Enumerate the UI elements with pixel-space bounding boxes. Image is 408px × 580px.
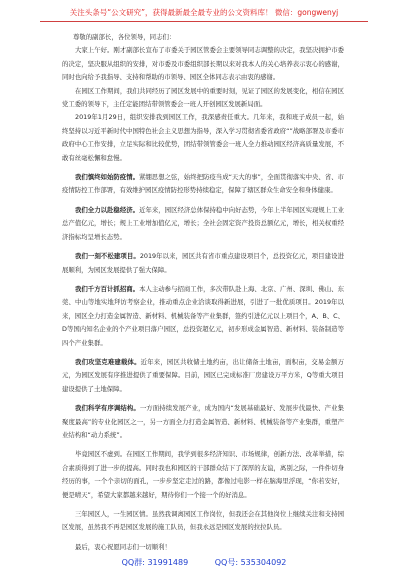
- section-lead: 我们科学有序调结构。: [75, 404, 140, 413]
- section-lead: 我们慎终如始防疫情。: [75, 173, 139, 182]
- section-paragraph: [62, 356, 344, 396]
- section-lead: 我们攻坚克难建载体。: [75, 357, 141, 366]
- reflection-paragraph: 毕竟园区不虚到。在园区工作期间，我学到很多经济知识、市场规律，创新方法、改革举措，综合素质得到了进一步的提高。同时我也和园区的干部群众结下了深厚的友谊，离别之际，一件件切身经历的事，一个个亲切的面孔，一步步坚定走过的路，都像过电影一样在脑海里浮现，“你若安好，便是晴天”，希望大家都越来越好，期待你们一个接一个的好消息。: [62, 450, 344, 499]
- section-paragraph: [62, 171, 344, 198]
- section-paragraph: [62, 402, 344, 442]
- speech-body: [62, 31, 344, 554]
- section-text: 本人主动参与招商工作，多次带队赴上海、北京、广州、深圳、佛山、东莞、中山等地实地拜访考察企业，推动重点企业洽谈取得新进展，引进了一批优质项目。2019年以来，园区全力打造金属智造、新材料、机械装备等产业集群，签约引进亿元以上项目个，A、B、C、D等国内知名企业的个产业项目落户园区，总投资超亿元，初步形成金属智造、新材料、装备制造等四个产业集群。: [62, 284, 345, 347]
- contact-footer: [0, 556, 408, 570]
- closing-line: 最后，衷心祝愿同志们一切顺利！: [75, 542, 171, 551]
- qq-account-number: QQ号: 535304092: [214, 558, 287, 567]
- section-text: 紧绷思想之弦，始终把防疫当成“天大的事”，全面贯彻落实中央、省、市疫情防控工作部署，有效维护园区疫情防控形势持续稳定，保障了辖区群众生命安全和身体健康。: [62, 173, 345, 195]
- header-banner: 关注头条号“公文研究”，获得最新最全最专业的公文资料库！ 微信：gongwenyj: [40, 7, 368, 22]
- reflection-paragraph: 三年园区人，一生园区情。虽然我调离园区工作岗位，但我还会在其他岗位上继续关注和支持园区发展，虽然我不再是园区发展的施工队员，但我永远是园区发展的拉拉队员。: [62, 510, 344, 532]
- section-text: 近年来，园区共收储土地约亩，出让储备土地亩，面积亩，交易金额万元，为园区发展有序推进提供了重要保障。目前，园区已完成标准厂房建设万平方米，Q等重大项目建设提供了土地保障。: [62, 357, 345, 393]
- intro-paragraph: 大家上午好。刚才副部长宣布了市委关于园区管委会主要领导同志调整的决定，我坚决拥护市委的决定，坚决服从组织的安排，对市委及市委组织部长期以来对我本人的关心培养表示衷心的感谢，同时也向给予我指导、支持和帮助的市领导、园区全体同志表示由衷的感谢。: [62, 46, 344, 82]
- intro-paragraph: 2019年1月29日，组织安排我到园区工作，我深感责任重大。几年来，我和班子成员一起，始终坚持以习近平新时代中国特色社会主义思想为指导，深入学习贯彻省委省政府“”战略部署及市委市政府中心工作安排，立足实际和比较优势，团结带领管委会一班人全力推动园区经济高质量发展，不敢有丝毫松懈和怠慢。: [62, 113, 344, 162]
- section-text: 2019年以来，园区共有省市重点建设项目个，总投资亿元，项目建设进展顺利，为园区发展提供了强大保障。: [62, 252, 345, 274]
- greeting: 尊敬的副部长，各位领导，同志们：: [73, 33, 176, 41]
- intro-paragraph: 在园区工作期间，我们共同经历了园区发展中的重要时刻，见证了园区的发展变化，相信在园区党工委的领导下，主任定能团结带领管委会一班人开创园区发展新局面。: [62, 86, 344, 109]
- section-text: 近年来，园区经济总体保持稳中向好态势，今年上半年园区实现规上工业总产值亿元，增长；规上工业增加值亿元，增长；全社会固定资产投资总额亿元，增长，相关权重经济指标均呈增长态势。: [62, 205, 345, 241]
- section-paragraph: [62, 250, 344, 277]
- section-lead: 我们千方百计抓招商。: [75, 284, 140, 293]
- section-lead: 我们一刻不松建项目。: [75, 252, 140, 261]
- section-text: 一方面持续发展产业，成为国内“发展基础最好、发展步伐最快、产业集聚度最高”的专业化园区之一，另一方面全力打造金属智造、新材料、机械装备等产业集群，重塑产业结构和“动力系统”。: [62, 404, 345, 439]
- section-lead: 我们全力以赴稳经济。: [75, 205, 140, 214]
- section-paragraph: [62, 204, 344, 244]
- qq-group-number: QQ群: 31991489: [121, 558, 189, 567]
- section-paragraph: [62, 283, 344, 350]
